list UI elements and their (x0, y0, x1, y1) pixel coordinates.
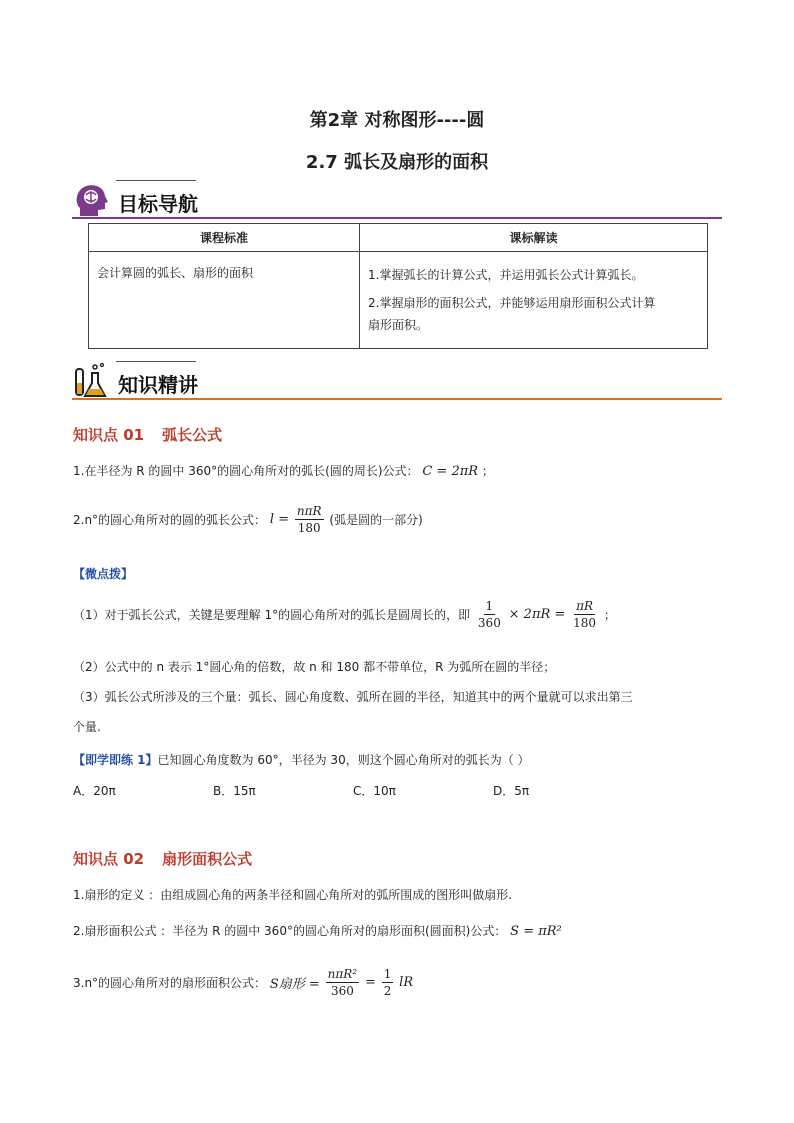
hint-line-3b: 个量. (73, 720, 101, 734)
kp2-line3-text: 3.n°的圆心角所对的扇形面积公式： (73, 976, 267, 990)
kp2-line1: 1.扇形的定义 ：由组成圆心角的两条半径和圆心角所对的弧所围成的图形叫做扇形. (73, 888, 513, 902)
option-c[interactable]: C．10π (353, 784, 396, 798)
sector-formula-numerator: nπR² (327, 967, 358, 981)
hint1-frac2-den: 180 (573, 616, 597, 630)
exercise-1 (73, 751, 530, 768)
kp2-line2 (73, 922, 562, 939)
knowledge-section-header (72, 361, 722, 403)
hint1-frac1-den: 360 (477, 616, 501, 630)
hint-line-1 (73, 598, 616, 631)
hint1-mid: × 2πR = (508, 607, 566, 622)
standards-table (88, 223, 708, 349)
hint1-frac2-num: πR (576, 599, 594, 613)
kp1-line2-text: 2.n°的圆心角所对的圆的弧长公式： (73, 513, 267, 527)
nav-section-label: 目标导航 (118, 192, 198, 216)
table-cell-interpretation (360, 252, 708, 349)
interpretation-line: 1.掌握弧长的计算公式，并运用弧长公式计算弧长。 (368, 268, 644, 282)
lab-flask-icon (72, 361, 112, 401)
hint1-fraction-1 (476, 598, 503, 631)
kp2-number: 知识点 02 (73, 850, 145, 868)
exercise-tag: 【即学即练 1】 (73, 753, 158, 767)
sector-formula-half (382, 966, 394, 999)
chapter-title: 第2章 对称图形----圆 (309, 110, 485, 131)
kp2-line2-text: 2.扇形面积公式 ：半径为 R 的圆中 360°的圆心角所对的扇形面积(圆面积)公式： (73, 924, 507, 938)
table-header-standard: 课程标准 (89, 224, 360, 252)
kp1-line2-note: (弧是圆的一部分) (329, 513, 423, 527)
option-a[interactable]: A．20π (73, 784, 116, 798)
kp1-line1-text: 1.在半径为 R 的圆中 360°的圆心角所对的弧长(圆的周长)公式： (73, 464, 419, 478)
interpretation-line: 扇形面积。 (368, 318, 429, 332)
brain-head-icon (72, 180, 112, 220)
kp1-title: 弧长公式 (162, 426, 223, 444)
kp1-heading (73, 424, 222, 445)
section-title: 2.7 弧长及扇形的面积 (305, 152, 489, 173)
arc-formula-fraction (295, 503, 324, 536)
arc-formula-denominator: 180 (297, 521, 321, 535)
sector-formula-end: lR (399, 975, 414, 990)
kp1-number: 知识点 01 (73, 426, 145, 444)
hint1-fraction-2 (571, 598, 598, 631)
table-header-row (89, 224, 708, 252)
kp1-line2 (73, 503, 423, 536)
knowledge-section-rule (72, 398, 722, 400)
arc-formula-numerator: nπR (296, 504, 322, 518)
hint1-end: ； (603, 608, 616, 622)
sector-half-den: 2 (383, 984, 392, 998)
kp2-title: 扇形面积公式 (162, 850, 253, 868)
option-b[interactable]: B．15π (213, 784, 256, 798)
kp2-heading (73, 848, 252, 869)
hint-line-3a: （3）弧长公式所涉及的三个量：弧长、圆心角度数、弧所在圆的半径，知道其中的两个量就可以求出第三 (73, 690, 633, 704)
table-row (89, 252, 708, 349)
arc-formula-lhs: l = (269, 512, 290, 527)
header-top-rule (116, 361, 196, 362)
sector-formula-lhs: S扇形 = (269, 977, 320, 992)
nav-section-header (72, 180, 722, 222)
nav-section-rule (72, 217, 722, 219)
interpretation-line: 2.掌握扇形的面积公式，并能够运用扇形面积公式计算 (368, 296, 656, 310)
hint1-frac1-num: 1 (485, 599, 494, 613)
header-top-rule (116, 180, 196, 181)
hint-title: 【微点拨】 (73, 567, 134, 581)
sector-formula-denominator: 360 (330, 984, 354, 998)
kp2-line3 (73, 966, 413, 999)
hint1-text: （1）对于弧长公式，关键是要理解 1°的圆心角所对的弧长是圆周长的，即 (73, 608, 471, 622)
table-cell-standard: 会计算圆的弧长、扇形的面积 (89, 252, 360, 349)
circumference-formula: C = 2πR (422, 464, 479, 479)
sector-formula-fraction (326, 966, 359, 999)
table-header-interpretation: 课标解读 (360, 224, 708, 252)
knowledge-section-label: 知识精讲 (118, 373, 198, 397)
sector-formula-eq: = (364, 975, 376, 990)
option-d[interactable]: D．5π (493, 784, 530, 798)
exercise-text: 已知圆心角度数为 60°，半径为 30，则这个圆心角所对的弧长为（ ） (157, 753, 530, 767)
hint-line-2: （2）公式中的 n 表示 1°圆心角的倍数，故 n 和 180 都不带单位，R 为弧所在圆的半径； (73, 660, 556, 674)
circle-area-formula: S = πR² (510, 924, 562, 939)
kp1-line1 (73, 462, 494, 479)
kp1-line1-end: ； (481, 464, 494, 478)
sector-half-num: 1 (383, 967, 392, 981)
exercise-options (73, 782, 633, 799)
